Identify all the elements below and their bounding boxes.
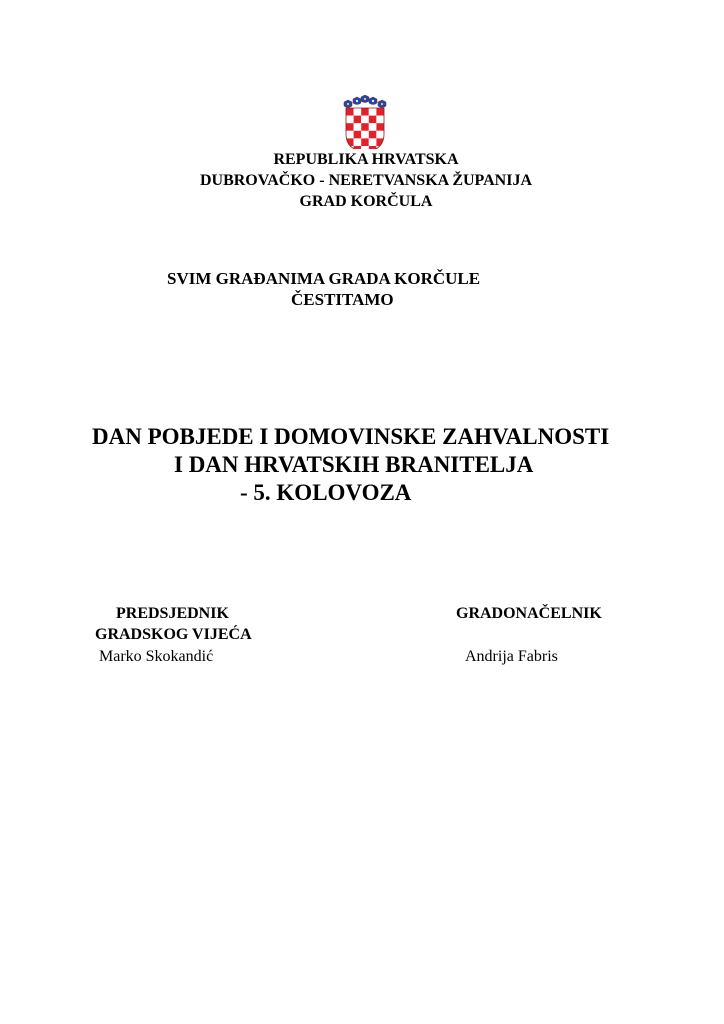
left-signatory-role-line-2: GRADSKOG VIJEĆA bbox=[95, 626, 252, 643]
left-signatory-name: Marko Skokandić bbox=[99, 648, 214, 665]
header-country: REPUBLIKA HRVATSKA bbox=[273, 151, 459, 168]
title-line-3: - 5. KOLOVOZA bbox=[240, 480, 412, 505]
header-city: GRAD KORČULA bbox=[299, 193, 433, 210]
right-signatory-name: Andrija Fabris bbox=[465, 648, 558, 665]
greeting-line-2: ČESTITAMO bbox=[291, 290, 394, 309]
title-line-2: I DAN HRVATSKIH BRANITELJA bbox=[174, 452, 534, 477]
croatian-coat-of-arms-icon bbox=[341, 91, 389, 149]
left-signatory-role-line-1: PREDSJEDNIK bbox=[116, 605, 229, 622]
title-line-1: DAN POBJEDE I DOMOVINSKE ZAHVALNOSTI bbox=[92, 424, 610, 449]
header-county: DUBROVAČKO - NERETVANSKA ŽUPANIJA bbox=[199, 172, 533, 189]
greeting-line-1: SVIM GRAĐANIMA GRADA KORČULE bbox=[167, 269, 481, 288]
right-signatory-role: GRADONAČELNIK bbox=[456, 605, 602, 622]
